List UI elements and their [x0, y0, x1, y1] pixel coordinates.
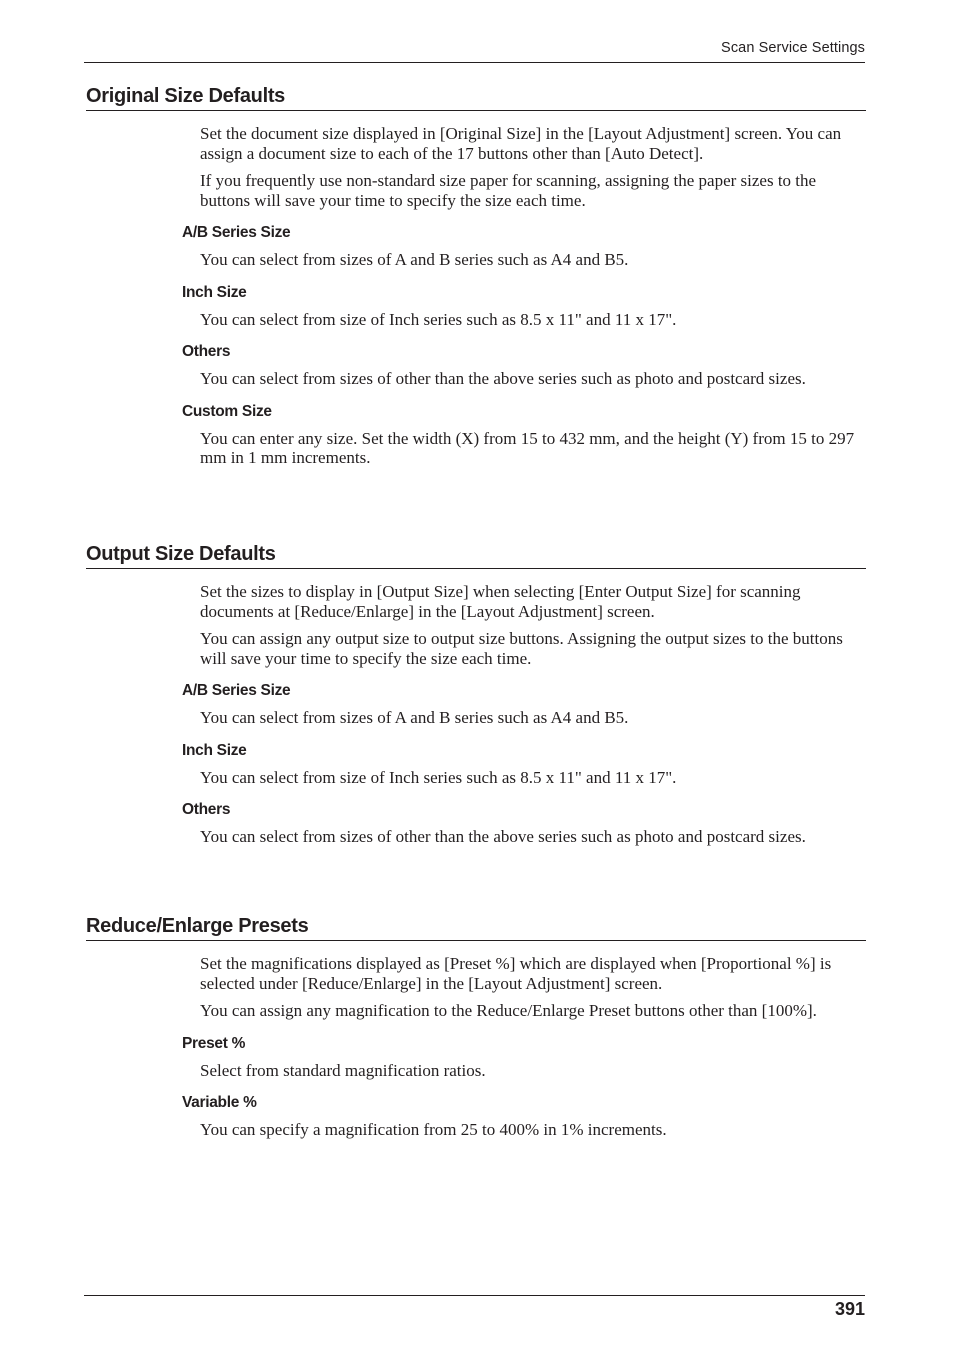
section-original-size-defaults: [86, 84, 866, 468]
subsection-title: Inch Size: [182, 283, 247, 301]
subsection-text: You can select from sizes of A and B series such as A4 and B5.: [200, 708, 629, 727]
subsection-text: You can enter any size. Set the width (X) from 15 to 432 mm, and the height (Y) from 15 to 297 mm in 1 mm increments.: [200, 428, 855, 467]
subsection-title: A/B Series Size: [182, 682, 291, 699]
subsection: [182, 403, 866, 468]
section-reduce-enlarge-presets: [86, 914, 866, 1140]
subsection-text: You can select from size of Inch series such as 8.5 x 11" and 11 x 17".: [200, 767, 677, 787]
intro-paragraph: Set the sizes to display in [Output Size] when selecting [Enter Output Size] for scanning documents at [Reduce/Enlarge] in the [Layout Adjustment] screen.: [200, 582, 801, 621]
subsection-title: A/B Series Size: [182, 224, 291, 241]
section-title: Original Size Defaults: [86, 84, 866, 111]
section-title: Reduce/Enlarge Presets: [86, 914, 866, 941]
subsection-text: You can select from size of Inch series such as 8.5 x 11" and 11 x 17".: [200, 309, 677, 329]
subsection-title: Others: [182, 801, 231, 818]
subsection: [182, 224, 866, 270]
intro-paragraph: If you frequently use non-standard size paper for scanning, assigning the paper sizes to the buttons will save your time to specify the size each time.: [200, 171, 817, 210]
subsection-text: Select from standard magnification ratios.: [200, 1060, 486, 1080]
section-intro: [200, 582, 866, 668]
subsection: [182, 1094, 866, 1140]
footer-rule: [84, 1295, 865, 1296]
page-number: 391: [834, 1299, 865, 1319]
subsection: [182, 284, 866, 330]
subsection: [182, 801, 866, 847]
subsection-title: Variable %: [182, 1094, 257, 1111]
section-intro: [200, 954, 866, 1021]
subsection-title: Custom Size: [182, 402, 272, 420]
subsection: [182, 682, 866, 728]
subsection-title: Preset %: [182, 1034, 246, 1052]
subsection-title: Others: [182, 343, 231, 360]
subsection: [182, 1035, 866, 1081]
subsection: [182, 343, 866, 389]
section-output-size-defaults: [86, 542, 866, 847]
subsection: [182, 742, 866, 788]
subsection-text: You can specify a magnification from 25 to 400% in 1% increments.: [200, 1120, 667, 1139]
intro-paragraph: You can assign any output size to output size buttons. Assigning the output sizes to the buttons will save your time to specify the size each time.: [200, 629, 843, 668]
header-rule: [84, 62, 865, 63]
intro-paragraph: Set the magnifications displayed as [Preset %] which are displayed when [Proportional %] is selected under [Reduce/Enlarge] in the [Layout Adjustment] screen.: [200, 954, 832, 993]
subsection-text: You can select from sizes of A and B series such as A4 and B5.: [200, 250, 629, 269]
intro-paragraph: You can assign any magnification to the Reduce/Enlarge Preset buttons other than [100%].: [200, 1001, 817, 1020]
subsection-title: Inch Size: [182, 741, 247, 759]
intro-paragraph: Set the document size displayed in [Original Size] in the [Layout Adjustment] screen. You can assign a document size to each of the 17 buttons other than [Auto Detect].: [200, 124, 842, 163]
section-intro: [200, 124, 866, 210]
running-header: Scan Service Settings: [721, 40, 865, 56]
section-title: Output Size Defaults: [86, 542, 866, 569]
subsection-text: You can select from sizes of other than the above series such as photo and postcard sizes.: [200, 369, 806, 388]
subsection-text: You can select from sizes of other than the above series such as photo and postcard sizes.: [200, 827, 806, 846]
